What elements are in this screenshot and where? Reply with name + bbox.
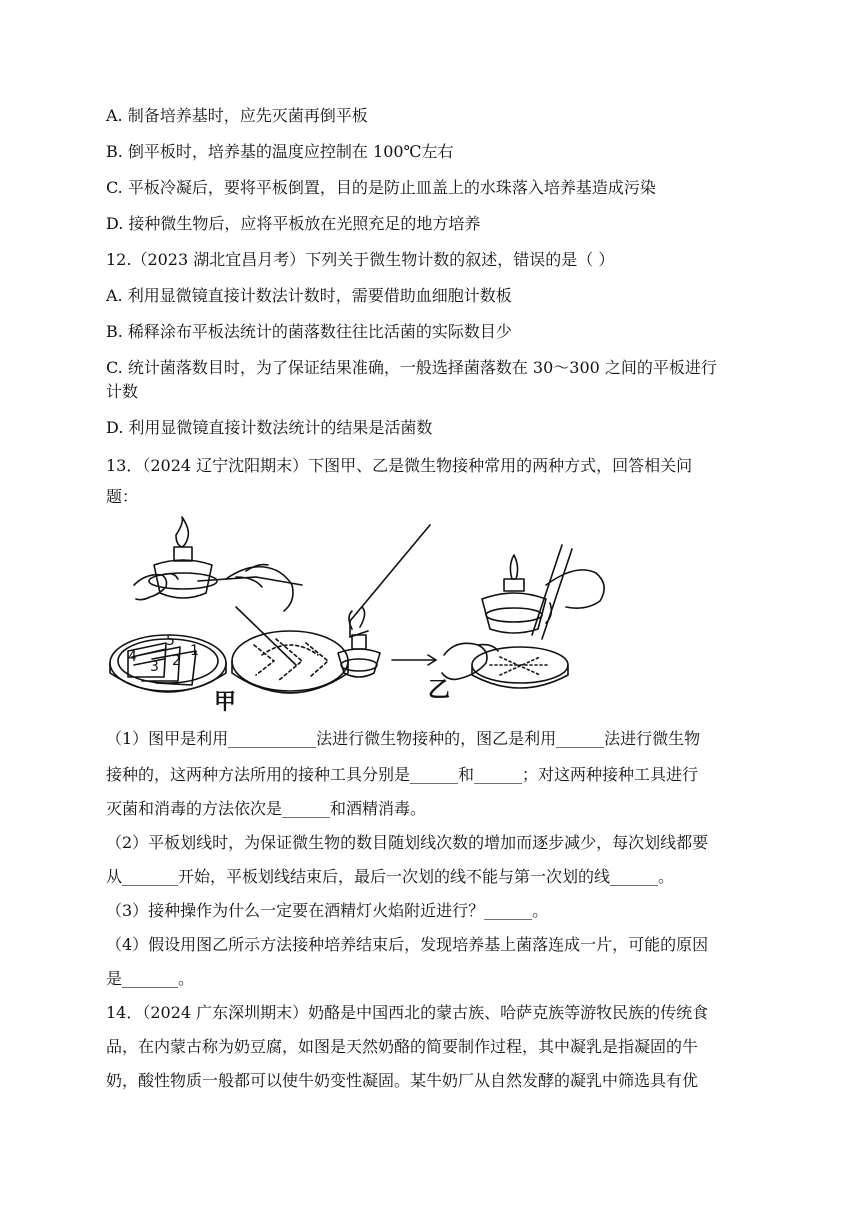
q14-stem-line1: 14．（2024 广东深圳期末）奶酪是中国西北的蒙古族、哈萨克族等游牧民族的传统食	[106, 1003, 709, 1022]
q12-option-c-line2: 计数	[106, 382, 139, 401]
q11-option-a: A. 制备培养基时，应先灭菌再倒平板	[106, 106, 368, 125]
plate-number-3: 3	[150, 659, 159, 675]
plate-number-4: 4	[128, 649, 137, 665]
hand-right-jia	[198, 565, 302, 611]
streak-plate-jia-2	[232, 631, 348, 693]
q13-part3: （3）接种操作为什么一定要在酒精灯火焰附近进行？______。	[106, 901, 549, 920]
inoculation-figure	[106, 515, 786, 715]
spreader-hand-yi	[532, 545, 604, 639]
q14-stem-line3: 奶，酸性物质一般都可以使牛奶变性凝固。某牛奶厂从自然发酵的凝乳中筛选具有优	[106, 1071, 699, 1090]
process-arrow	[392, 655, 436, 665]
q13-part1-line3: 灭菌和消毒的方法依次是______和酒精消毒。	[106, 799, 427, 818]
spreader-over-lamp	[338, 525, 430, 677]
q12-option-b: B. 稀释涂布平板法统计的菌落数往往比活菌的实际数目少	[106, 322, 512, 341]
q13-stem-line1: 13．（2024 辽宁沈阳期末）下图甲、乙是微生物接种常用的两种方式，回答相关问	[106, 456, 693, 475]
q13-part1-line2: 接种的，这两种方法所用的接种工具分别是______和______；对这两种接种工具进行	[106, 765, 699, 784]
q11-option-c: C. 平板冷凝后，要将平板倒置，目的是防止皿盖上的水珠落入培养基造成污染	[106, 178, 656, 197]
q13-part1-line1: （1）图甲是利用___________法进行微生物接种的，图乙是利用______法进行微生物	[106, 729, 701, 748]
plate-number-2: 2	[172, 653, 181, 669]
plate-number-1: 1	[190, 643, 199, 659]
figure-label-jia: 甲	[214, 690, 237, 715]
hand-holding-plate-yi	[442, 643, 498, 679]
figure-label-yi: 乙	[428, 678, 451, 703]
q13-part2-line2: 从_______开始，平板划线结束后，最后一次划的线不能与第一次划的线______。	[106, 867, 675, 886]
q13-part4-line2: 是_______。	[106, 969, 195, 988]
q11-option-b: B. 倒平板时，培养基的温度应控制在 100℃左右	[106, 142, 454, 161]
q13-stem-line2: 题：	[106, 487, 139, 506]
q12-option-a: A. 利用显微镜直接计数法计数时，需要借助血细胞计数板	[106, 286, 512, 305]
alcohol-lamp-jia	[149, 517, 217, 598]
q13-part4-line1: （4）假设用图乙所示方法接种培养结束后，发现培养基上菌落连成一片，可能的原因	[106, 935, 709, 954]
q12-stem: 12.（2023 湖北宜昌月考）下列关于微生物计数的叙述，错误的是（ ）	[106, 250, 615, 269]
q12-option-d: D. 利用显微镜直接计数法统计的结果是活菌数	[106, 418, 433, 437]
q13-part2-line1: （2）平板划线时，为保证微生物的数目随划线次数的增加而逐步减少，每次划线都要	[106, 833, 709, 852]
q14-stem-line2: 品，在内蒙古称为奶豆腐，如图是天然奶酪的简要制作过程，其中凝乳是指凝固的牛	[106, 1037, 699, 1056]
plate-number-5: 5	[166, 633, 175, 649]
q12-option-c-line1: C. 统计菌落数目时，为了保证结果准确，一般选择菌落数在 30～300 之间的平板进行	[106, 358, 717, 377]
q11-option-d: D. 接种微生物后，应将平板放在光照充足的地方培养	[106, 214, 481, 233]
